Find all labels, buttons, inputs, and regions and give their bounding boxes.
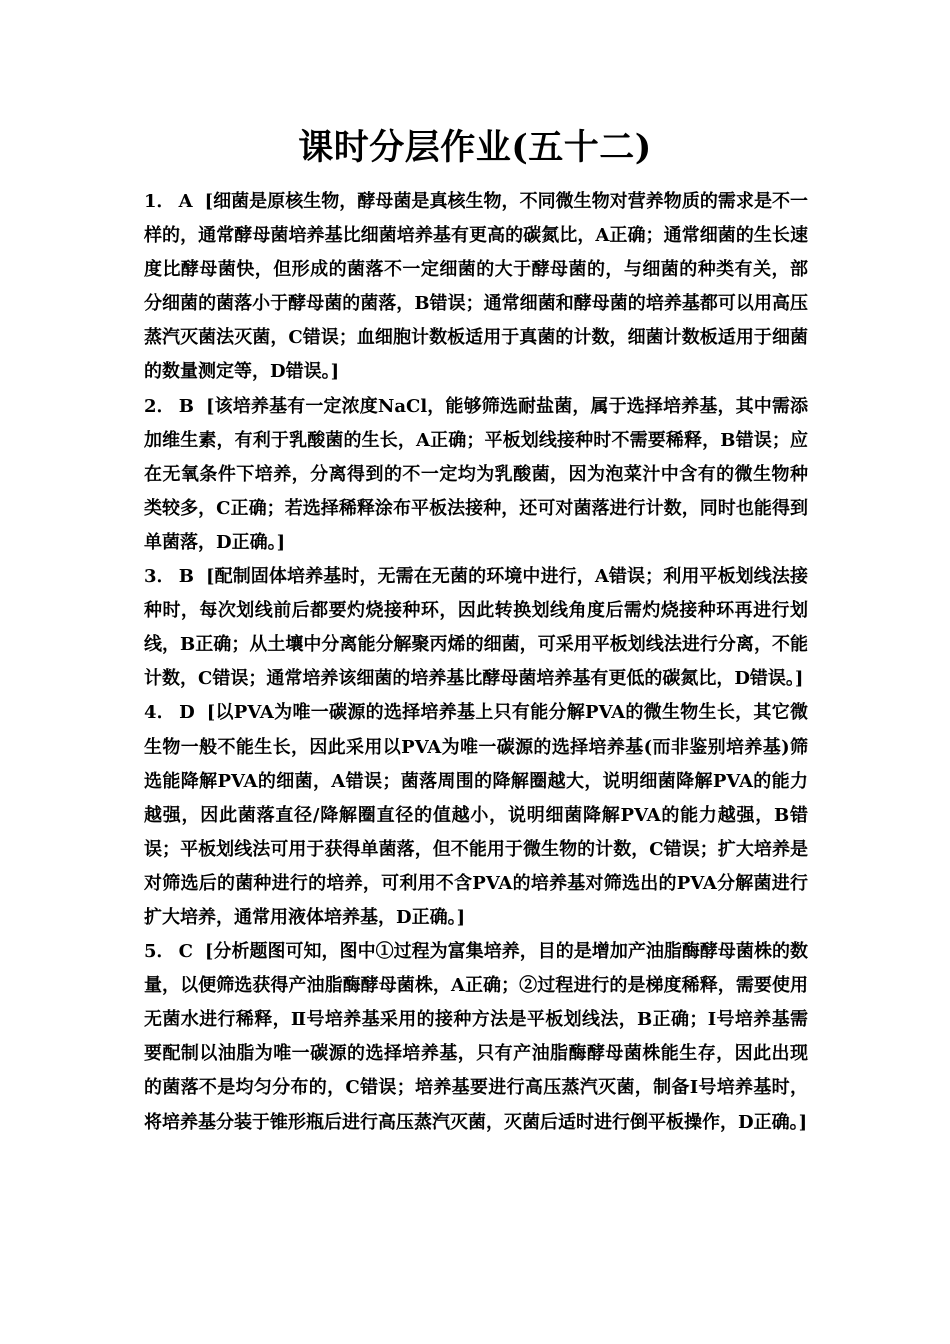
question-number: 5． xyxy=(144,941,175,963)
answer-item xyxy=(144,185,808,390)
answer-item xyxy=(144,696,808,935)
answer-explanation: [该培养基有一定浓度NaCl，能够筛选耐盐菌，属于选择培养基，其中需添加维生素，有利于乳酸菌的生长，A正确；平板划线接种时不需要稀释，B错误；应在无氧条件下培养，分离得到的不一定均为乳酸菌，因为泡菜汁中含有的微生物种类较多，C正确；若选择稀释涂布平板法接种，还可对菌落进行计数，同时也能得到单菌落，D正确。] xyxy=(144,395,808,553)
question-number: 3． xyxy=(144,566,175,588)
answer-choice: C xyxy=(178,941,193,963)
answer-choice: A xyxy=(178,191,193,212)
answer-item xyxy=(144,560,808,696)
answer-item xyxy=(144,390,808,560)
question-number: 1． xyxy=(144,191,175,212)
answer-explanation: [分析题图可知，图中①过程为富集培养，目的是增加产油脂酶酵母菌株的数量，以便筛选获得产油脂酶酵母菌株，A正确；②过程进行的是梯度稀释，需要使用无菌水进行稀释，Ⅱ号培养基采用的接种方法是平板划线法，B正确；Ⅰ号培养基需要配制以油脂为唯一碳源的选择培养基，只有产油脂酶酵母菌株能生存，因此出现的菌落不是均匀分布的，C错误；培养基要进行高压蒸汽灭菌，制备Ⅰ号培养基时，将培养基分装于锥形瓶后进行高压蒸汽灭菌，灭菌后适时进行倒平板操作，D正确。] xyxy=(144,941,808,1133)
answer-choice: D xyxy=(179,702,195,724)
answer-choice: B xyxy=(178,395,195,417)
question-number: 4． xyxy=(144,702,176,724)
question-number: 2． xyxy=(144,395,175,417)
answer-choice: B xyxy=(178,566,194,588)
page-title: 课时分层作业(五十二) xyxy=(298,127,652,168)
answer-explanation: [细菌是原核生物，酵母菌是真核生物，不同微生物对营养物质的需求是不一样的，通常酵母菌培养基比细菌培养基有更高的碳氮比，A正确；通常细菌的生长速度比酵母菌快，但形成的菌落不一定细菌的大于酵母菌的，与细菌的种类有关，部分细菌的菌落小于酵母菌的菌落，B错误；通常细菌和酵母菌的培养基都可以用高压蒸汽灭菌法灭菌，C错误；血细胞计数板适用于真菌的计数，细菌计数板适用于细菌的数量测定等，D错误。] xyxy=(144,191,809,383)
answer-explanation: [以PVA为唯一碳源的选择培养基上只有能分解PVA的微生物生长，其它微生物一般不能生长，因此采用以PVA为唯一碳源的选择培养基(而非鉴别培养基)筛选能降解PVA的细菌，A错误；菌落周围的降解圈越大，说明细菌降解PVA的能力越强，因此菌落直径/降解圈直径的值越小，说明细菌降解PVA的能力越强，B错误；平板划线法可用于获得单菌落，但不能用于微生物的计数，C错误；扩大培养是对筛选后的菌种进行的培养，可利用不含PVA的培养基对筛选出的PVA分解菌进行扩大培养，通常用液体培养基，D正确。] xyxy=(144,702,808,928)
answer-explanation: [配制固体培养基时，无需在无菌的环境中进行，A错误；利用平板划线法接种时，每次划线前后都要灼烧接种环，因此转换划线角度后需灼烧接种环再进行划线，B正确；从土壤中分离能分解聚丙烯的细菌，可采用平板划线法进行分离，不能计数，C错误；通常培养该细菌的培养基比酵母菌培养基有更低的碳氮比，D错误。] xyxy=(144,566,808,690)
answer-list xyxy=(144,185,808,1140)
answer-item xyxy=(144,935,808,1140)
